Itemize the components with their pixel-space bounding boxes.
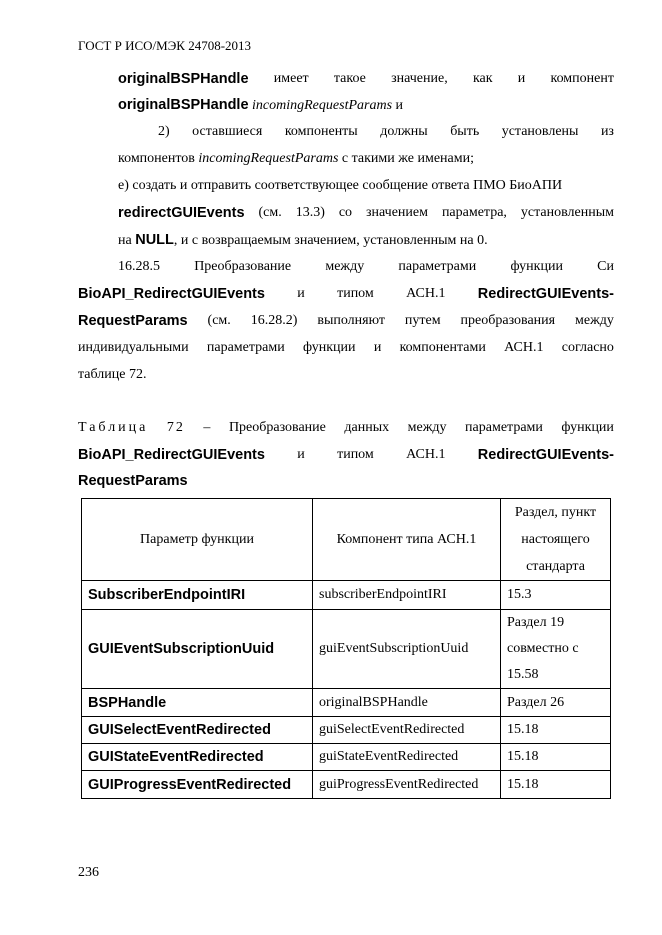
word: между: [325, 259, 365, 274]
caption-label: Таблица: [78, 420, 149, 435]
word: типом: [337, 286, 374, 301]
bold-term: originalBSPHandle: [118, 71, 249, 87]
bold-term: redirectGUIEvents: [118, 205, 245, 221]
body-line-10: [78, 313, 614, 329]
word: установленным: [520, 205, 614, 220]
word: с такими же именами;: [341, 151, 474, 166]
header-cell-component: Компонент типа АСН.1: [313, 499, 501, 581]
bold-term: RedirectGUIEvents-: [477, 447, 614, 463]
param-cell: SubscriberEndpointIRI: [82, 581, 313, 610]
word: значением: [365, 205, 428, 220]
word: должны: [380, 124, 428, 139]
word: АСН.1: [504, 340, 544, 355]
word: АСН.1: [406, 286, 446, 301]
table-row: [82, 689, 611, 717]
component-cell: guiStateEventRedirected: [313, 744, 501, 771]
word: между: [407, 420, 447, 435]
word: Преобразование: [228, 420, 326, 435]
word: (см.: [207, 313, 231, 328]
word: имеет: [273, 71, 309, 86]
word: из: [600, 124, 614, 139]
table-row: [82, 744, 611, 771]
param-cell: BSPHandle: [82, 689, 313, 717]
body-line-8: [118, 259, 614, 275]
header-cell-section: Раздел, пункт настоящего стандарта: [501, 499, 611, 581]
word: (см.: [258, 205, 282, 220]
word: со: [338, 205, 353, 220]
word: между: [575, 313, 614, 328]
word: –: [203, 420, 211, 435]
component-cell: guiProgressEventRedirected: [313, 771, 501, 799]
word: , и с возвращаемым значением, установленным на 0.: [173, 233, 488, 248]
word: и: [373, 340, 382, 355]
body-line-11: [78, 340, 614, 356]
section-cell: 15.18: [501, 717, 611, 744]
word: 16.28.5: [118, 259, 160, 274]
word: 13.3): [295, 205, 325, 220]
table-caption-line-1: [78, 420, 614, 436]
word: на: [118, 233, 132, 248]
param-cell: GUIProgressEventRedirected: [82, 771, 313, 799]
bold-term: BioAPI_RedirectGUIEvents: [78, 447, 265, 463]
word: и: [297, 286, 305, 301]
section-cell: 15.18: [501, 744, 611, 771]
italic-term: incomingRequestParams: [198, 151, 339, 166]
word: компоненты: [284, 124, 358, 139]
word: и: [395, 98, 404, 113]
bold-term: originalBSPHandle: [118, 97, 249, 113]
table-caption-line-3: [78, 473, 188, 490]
component-cell: subscriberEndpointIRI: [313, 581, 501, 610]
word: и: [297, 447, 305, 462]
word: параметрами: [465, 420, 543, 435]
component-cell: guiEventSubscriptionUuid: [313, 610, 501, 689]
word: путем: [404, 313, 441, 328]
bold-term: NULL: [135, 232, 174, 248]
table-row: [82, 717, 611, 744]
word: 16.28.2): [250, 313, 298, 328]
word: параметрами: [206, 340, 285, 355]
body-line-7: [118, 232, 488, 249]
word: функции: [561, 420, 614, 435]
word: параметрами: [398, 259, 477, 274]
body-line-4: [118, 151, 474, 167]
table-caption-line-2: [78, 447, 614, 463]
word: функции: [510, 259, 563, 274]
body-line-3: [158, 124, 614, 140]
word: индивидуальными: [78, 340, 189, 355]
word: функции: [303, 340, 356, 355]
body-line-5: е) создать и отправить соответствующее сообщение ответа ПМО БиоАПИ: [118, 178, 563, 193]
conversion-table: [81, 498, 611, 799]
bold-term: RequestParams: [78, 313, 188, 329]
word: значение,: [391, 71, 448, 86]
body-line-6: [118, 205, 614, 221]
word: как: [472, 71, 493, 86]
table-row: [82, 581, 611, 610]
bold-term: RedirectGUIEvents-: [477, 286, 614, 302]
caption-number: 72: [166, 420, 185, 435]
table-row: [82, 771, 611, 799]
word: оставшиеся: [192, 124, 263, 139]
word: Преобразование: [194, 259, 292, 274]
param-cell: GUIEventSubscriptionUuid: [82, 610, 313, 689]
body-line-9: [78, 286, 614, 302]
word: параметра,: [441, 205, 507, 220]
section-cell: 15.18: [501, 771, 611, 799]
table-row: [82, 610, 611, 689]
word: установлены: [501, 124, 579, 139]
bold-term: RequestParams: [78, 473, 188, 489]
italic-term: incomingRequestParams: [252, 98, 393, 113]
word: типом: [337, 447, 374, 462]
word: преобразования: [460, 313, 556, 328]
word: компонентами: [399, 340, 486, 355]
word: Си: [597, 259, 614, 274]
word: компонентов: [118, 151, 195, 166]
page-number: 236: [78, 865, 99, 880]
component-cell: originalBSPHandle: [313, 689, 501, 717]
word: согласно: [561, 340, 614, 355]
word: такое: [333, 71, 366, 86]
param-cell: GUIStateEventRedirected: [82, 744, 313, 771]
component-cell: guiSelectEventRedirected: [313, 717, 501, 744]
word: данных: [344, 420, 390, 435]
table-header-row: [82, 499, 611, 581]
body-line-12: таблице 72.: [78, 367, 147, 382]
header-cell-parameter: Параметр функции: [82, 499, 313, 581]
param-cell: GUISelectEventRedirected: [82, 717, 313, 744]
section-cell: Раздел 19 совместно с 15.58: [501, 610, 611, 689]
word: выполняют: [317, 313, 385, 328]
body-line-1: [118, 71, 614, 87]
bold-term: BioAPI_RedirectGUIEvents: [78, 286, 265, 302]
word: быть: [450, 124, 480, 139]
word: и: [517, 71, 526, 86]
section-cell: Раздел 26: [501, 689, 611, 717]
section-cell: 15.3: [501, 581, 611, 610]
body-line-2: [118, 97, 403, 114]
word: компонент: [550, 71, 614, 86]
page-header: ГОСТ Р ИСО/МЭК 24708-2013: [78, 38, 252, 53]
word: АСН.1: [406, 447, 446, 462]
word: 2): [158, 124, 170, 139]
